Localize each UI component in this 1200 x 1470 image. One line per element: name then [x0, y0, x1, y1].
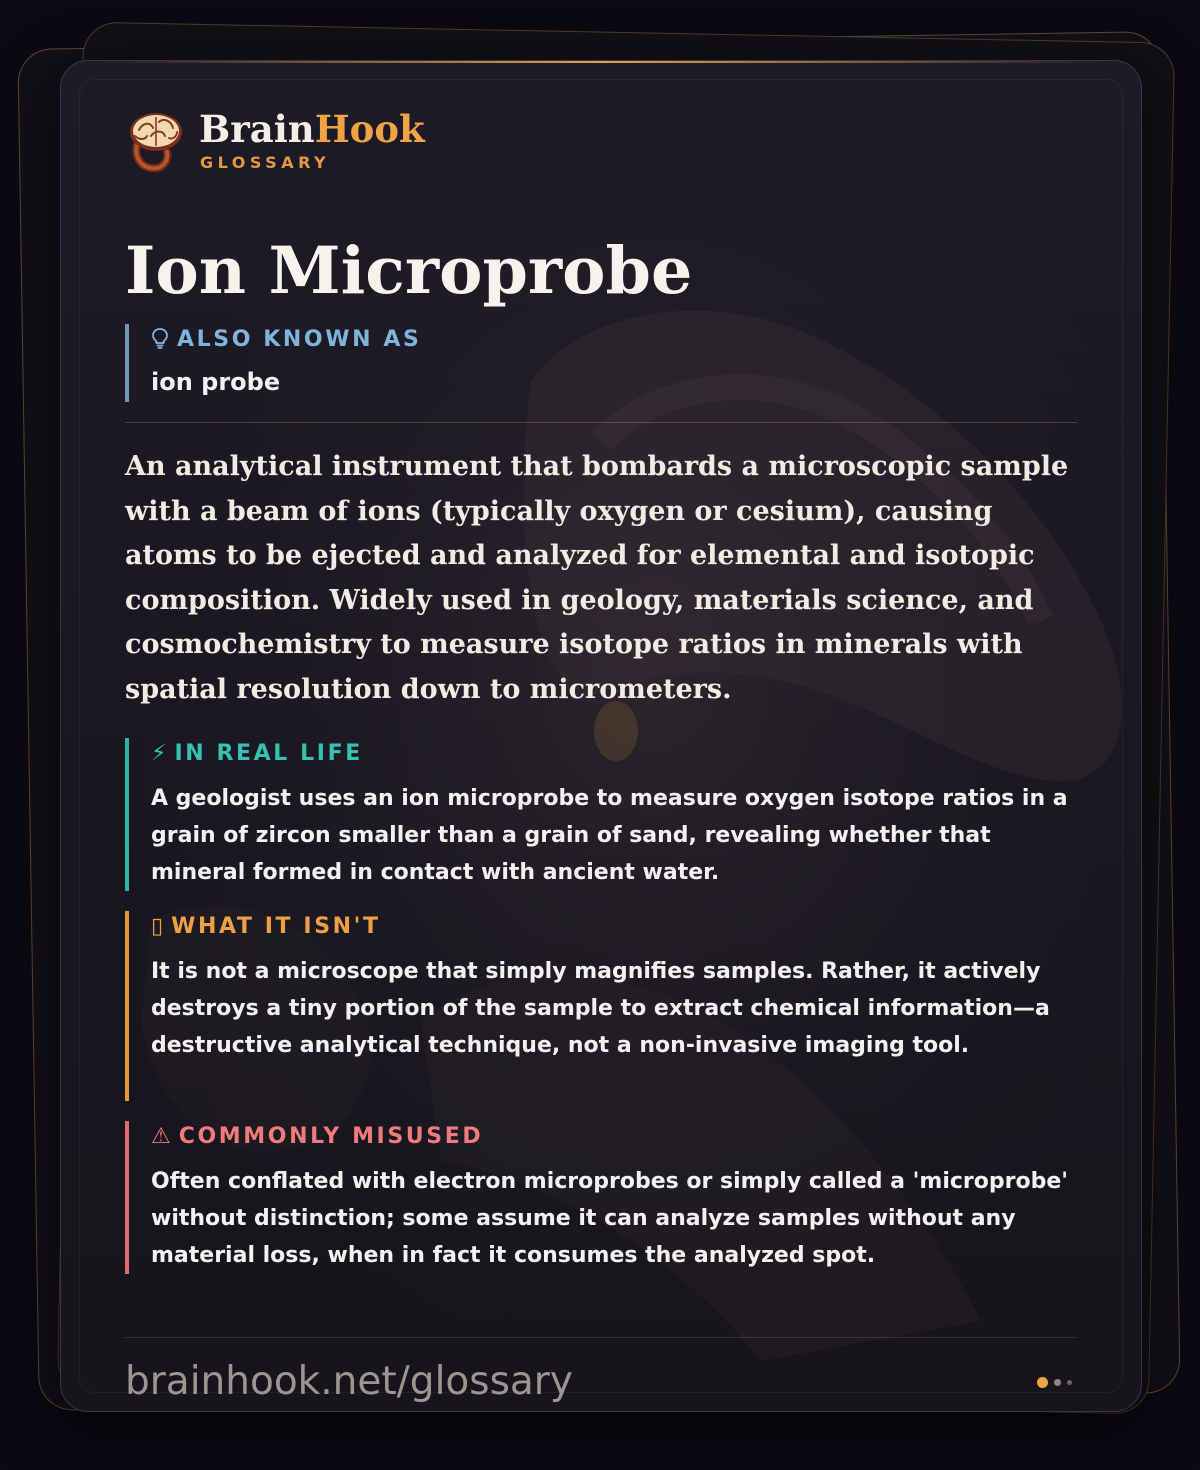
footer-url-link[interactable]: brainhook.net/glossary: [125, 1359, 573, 1404]
what-it-isnt-heading: [151, 911, 381, 943]
footer-divider: [125, 1337, 1077, 1338]
also-known-as-heading: [151, 324, 421, 356]
also-known-as-value: ion probe: [151, 368, 281, 396]
page-dot[interactable]: [1054, 1379, 1061, 1386]
also-known-as-section: [125, 324, 1065, 402]
glossary-card: [60, 60, 1142, 1412]
real-life-text: A geologist uses an ion microprobe to measure oxygen isotope ratios in a grain of zircon smaller than a grain of sand, revealing whether that mineral formed in contact with ancient water.: [151, 786, 1068, 885]
what-it-isnt-text: It is not a microscope that simply magnifies samples. Rather, it actively destroys a tiny portion of the sample to extract chemical information—a destructive analytical technique, not a non-invasive imaging tool.: [151, 959, 1050, 1058]
commonly-misused-text: Often conflated with electron microprobes or simply called a 'microprobe' without distinction; some assume it can analyze samples without any material loss, when in fact it consumes the analyzed spot.: [151, 1169, 1068, 1268]
commonly-misused-label: COMMONLY MISUSED: [178, 1124, 484, 1149]
real-life-heading: [151, 738, 363, 770]
real-life-section: [125, 738, 1077, 891]
brand-name: [199, 106, 425, 152]
real-life-label: IN REAL LIFE: [174, 741, 363, 766]
term-title: Ion Microprobe: [125, 233, 693, 309]
warning-icon: ⚠: [151, 1124, 171, 1149]
page-dot-active[interactable]: [1037, 1377, 1048, 1388]
what-it-isnt-label: WHAT IT ISN'T: [171, 914, 381, 939]
lightbulb-icon: [151, 324, 169, 356]
page-indicator-dots[interactable]: [1037, 1377, 1077, 1389]
also-known-as-label: ALSO KNOWN AS: [177, 327, 422, 352]
missing-glyph-icon: ▯: [151, 914, 164, 939]
page-dot[interactable]: [1067, 1380, 1072, 1385]
card-accent-line: [101, 61, 1101, 63]
divider: [125, 422, 1077, 423]
what-it-isnt-section: [125, 911, 1077, 1101]
definition-text: An analytical instrument that bombards a microscopic sample with a beam of ions (typically oxygen or cesium), causing atoms to be ejected and analyzed for elemental and isotopic composition. Widely used in geology, materials science, and cosmochemistry to measure isotope ratios in minerals with spatial resolution down to micrometers.: [125, 451, 1069, 705]
lightning-icon: ⚡: [151, 741, 167, 766]
brand-name-part2: Hook: [314, 107, 425, 151]
brand-subtitle: GLOSSARY: [200, 153, 331, 172]
commonly-misused-heading: [151, 1121, 483, 1153]
brand-name-part1: Brain: [199, 107, 315, 151]
brain-hook-icon: [125, 110, 187, 172]
commonly-misused-section: [125, 1121, 1077, 1274]
